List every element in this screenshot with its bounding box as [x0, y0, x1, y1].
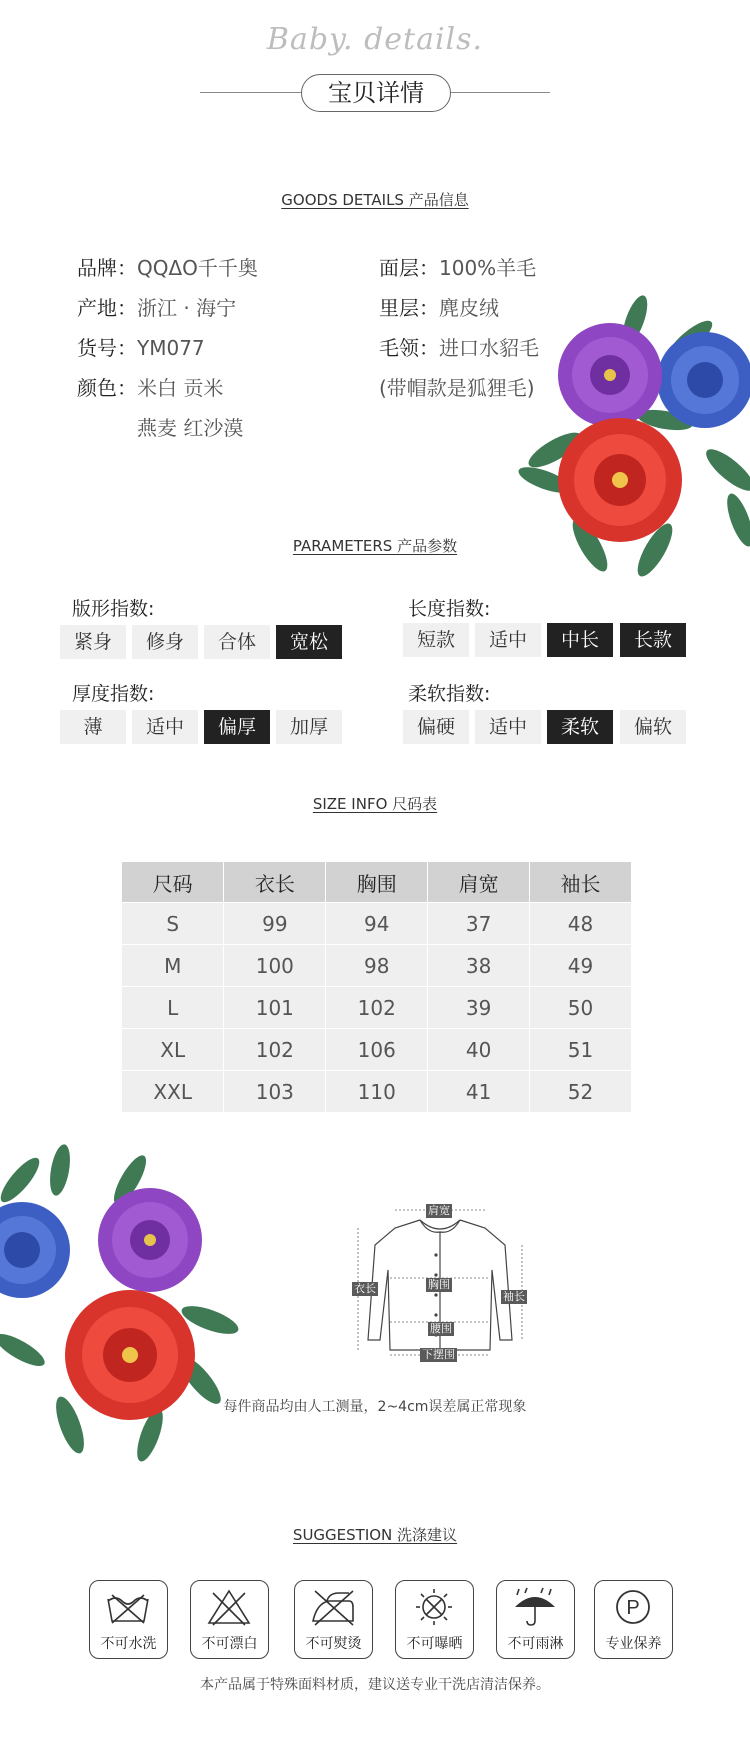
table-cell: 40 [428, 1029, 530, 1071]
diagram-label-waist: 腰围 [430, 1322, 452, 1335]
table-cell: XXL [122, 1071, 224, 1113]
table-cell: 48 [530, 903, 632, 945]
param-option-fit-1: 修身 [132, 625, 198, 659]
table-cell: 37 [428, 903, 530, 945]
table-cell: 49 [530, 945, 632, 987]
param-option-softness-1: 适中 [475, 710, 541, 744]
goods-info-left-3: 颜色：米白 贡米 [77, 376, 224, 400]
param-label-thickness: 厚度指数: [72, 683, 155, 705]
goods-details-heading: GOODS DETAILS 产品信息 [281, 191, 469, 209]
table-cell: 103 [224, 1071, 326, 1113]
table-cell: L [122, 987, 224, 1029]
size-table-header-row [122, 862, 632, 903]
care-label: 不可熨烫 [305, 1636, 362, 1652]
param-option-fit-3: 宽松 [276, 625, 342, 659]
care-item-no-iron [294, 1580, 373, 1659]
param-option-fit-0: 紧身 [60, 625, 126, 659]
goods-info-right-1: 里层：麂皮绒 [379, 296, 499, 320]
size-col-header: 胸围 [326, 862, 428, 903]
goods-info-left-4: 燕麦 红沙漠 [137, 416, 244, 440]
table-row [122, 987, 632, 1029]
table-cell: M [122, 945, 224, 987]
table-cell: 98 [326, 945, 428, 987]
size-col-header: 肩宽 [428, 862, 530, 903]
size-table [122, 862, 632, 1113]
no-bleach-icon [205, 1587, 253, 1627]
param-option-length-0: 短款 [403, 623, 469, 657]
no-sun-dry-icon [410, 1587, 458, 1627]
table-cell: 41 [428, 1071, 530, 1113]
param-option-length-2: 中长 [547, 623, 613, 657]
table-cell: 51 [530, 1029, 632, 1071]
care-label: 不可曝晒 [406, 1636, 463, 1652]
goods-info-left-1: 产地：浙江 · 海宁 [77, 296, 237, 320]
table-row [122, 903, 632, 945]
script-title: Baby. details. [266, 22, 484, 57]
param-option-length-1: 适中 [475, 623, 541, 657]
size-col-header: 尺码 [122, 862, 224, 903]
size-col-header: 袖长 [530, 862, 632, 903]
param-option-fit-2: 合体 [204, 625, 270, 659]
no-wash-icon [104, 1587, 152, 1627]
diagram-label-hem: 下摆围 [422, 1348, 455, 1361]
param-option-thickness-1: 适中 [132, 710, 198, 744]
size-info-heading: SIZE INFO 尺码表 [312, 795, 438, 813]
professional-care-icon [609, 1587, 657, 1627]
table-cell: 50 [530, 987, 632, 1029]
table-row [122, 1071, 632, 1113]
title-divider-left [200, 92, 301, 93]
table-cell: 99 [224, 903, 326, 945]
title-divider-right [449, 92, 550, 93]
table-cell: 101 [224, 987, 326, 1029]
parameters-heading: PARAMETERS 产品参数 [292, 537, 458, 555]
param-label-fit: 版形指数: [72, 598, 155, 620]
param-label-softness: 柔软指数: [408, 683, 491, 705]
goods-info-right-3: (带帽款是狐狸毛) [379, 376, 535, 400]
care-item-no-sun-dry [395, 1580, 474, 1659]
table-cell: 102 [224, 1029, 326, 1071]
param-option-length-3: 长款 [620, 623, 686, 657]
param-option-thickness-3: 加厚 [276, 710, 342, 744]
care-item-no-rain [496, 1580, 575, 1659]
table-cell: 106 [326, 1029, 428, 1071]
svg-text:P: P [626, 1597, 640, 1619]
param-option-thickness-2: 偏厚 [204, 710, 270, 744]
care-label: 不可雨淋 [507, 1636, 564, 1652]
diagram-label-chest: 胸围 [428, 1278, 450, 1291]
no-rain-icon [511, 1587, 559, 1627]
table-row [122, 1029, 632, 1071]
param-option-thickness-0: 薄 [60, 710, 126, 744]
diagram-label-length: 衣长 [354, 1282, 376, 1295]
suggestion-heading: SUGGESTION 洗涤建议 [292, 1526, 458, 1544]
goods-info-right-0: 面层：100%羊毛 [379, 256, 537, 280]
table-cell: 102 [326, 987, 428, 1029]
goods-info-left-0: 品牌：QQΔO千千奥 [77, 256, 258, 280]
measurement-note: 每件商品均由人工测量，2~4cm误差属正常现象 [223, 1399, 527, 1415]
care-item-professional [594, 1580, 673, 1659]
diagram-label-sleeve: 袖长 [503, 1290, 525, 1303]
table-cell: 38 [428, 945, 530, 987]
care-item-no-wash [89, 1580, 168, 1659]
goods-info-right-2: 毛领：进口水貂毛 [379, 336, 539, 360]
care-label: 不可漂白 [201, 1636, 258, 1652]
table-cell: 52 [530, 1071, 632, 1113]
care-item-no-bleach [190, 1580, 269, 1659]
goods-info-left-2: 货号：YM077 [77, 336, 205, 360]
diagram-label-shoulder: 肩宽 [428, 1204, 450, 1217]
table-cell: 94 [326, 903, 428, 945]
no-iron-icon [309, 1587, 357, 1627]
param-label-length: 长度指数: [408, 598, 491, 620]
param-option-softness-3: 偏软 [620, 710, 686, 744]
table-cell: XL [122, 1029, 224, 1071]
param-option-softness-0: 偏硬 [403, 710, 469, 744]
table-row [122, 945, 632, 987]
table-cell: 39 [428, 987, 530, 1029]
care-footer-note: 本产品属于特殊面料材质，建议送专业干洗店清洁保养。 [200, 1677, 550, 1693]
table-cell: S [122, 903, 224, 945]
table-cell: 110 [326, 1071, 428, 1113]
page-title: 宝贝详情 [301, 74, 451, 112]
size-col-header: 衣长 [224, 862, 326, 903]
param-option-softness-2: 柔软 [547, 710, 613, 744]
table-cell: 100 [224, 945, 326, 987]
care-label: 不可水洗 [100, 1636, 157, 1652]
care-label: 专业保养 [605, 1636, 662, 1652]
